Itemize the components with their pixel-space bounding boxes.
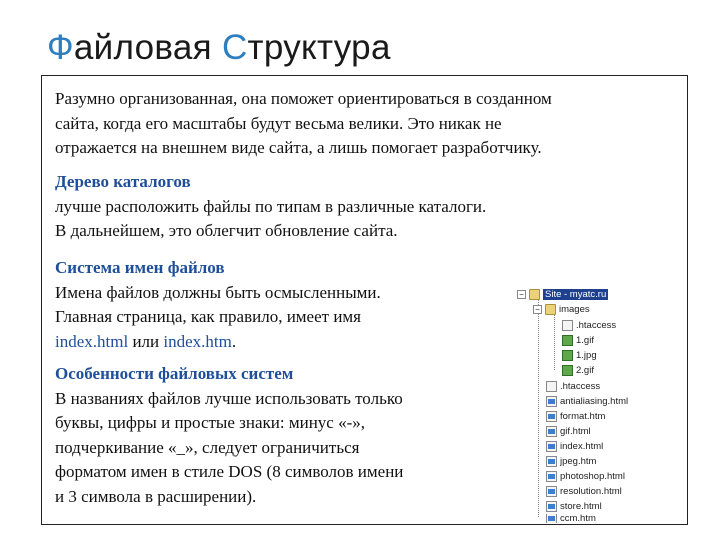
page-title [47, 28, 391, 68]
tree-file[interactable] [546, 484, 622, 498]
tree-file[interactable] [562, 348, 597, 362]
tree-root-label: Site - myatc.ru [545, 288, 607, 300]
tree-folder-images[interactable] [533, 302, 590, 316]
fs-line: В названиях файлов лучше использовать только [55, 388, 403, 408]
file-label: index.html [560, 440, 604, 452]
file-label: 2.gif [576, 364, 594, 376]
tree-file[interactable] [546, 409, 605, 423]
intro-line: Разумно организованная, она поможет ориентироваться в созданном [55, 89, 552, 108]
tree-folder-label: images [559, 303, 590, 315]
html-file-icon [546, 411, 557, 422]
names-section [55, 256, 381, 354]
intro-line: сайта, когда его масштабы будут весьма велики. Это никак не [55, 113, 502, 133]
intro-line: отражается на внешнем виде сайта, а лишь помогает разработчику. [55, 138, 542, 157]
fs-line: форматом имен в стиле DOS (8 символов имени [55, 462, 404, 481]
index-htm-link[interactable]: index.htm [163, 331, 232, 351]
file-label: store.html [560, 500, 602, 512]
title-rest-2: труктура [247, 28, 391, 67]
names-line: Имена файлов должны быть осмысленными. [55, 282, 381, 302]
tree-file[interactable] [562, 333, 594, 347]
title-cap-1: Ф [47, 28, 74, 67]
fs-line: буквы, цифры и простые знаки: минус «-», [55, 413, 366, 432]
file-label: photoshop.html [560, 470, 625, 482]
file-label: .htaccess [560, 380, 601, 392]
names-line [55, 330, 381, 355]
tree-line: В дальнейшем, это облегчит обновление сайта. [55, 221, 398, 240]
fs-section [55, 362, 403, 509]
tree-connector [554, 312, 555, 370]
image-file-icon [562, 350, 573, 361]
html-file-icon [546, 426, 557, 437]
intro-paragraph [55, 87, 552, 161]
title-cap-2: С [221, 28, 248, 67]
tree-section [55, 170, 486, 244]
html-file-icon [546, 396, 557, 407]
file-label: 1.gif [576, 334, 594, 346]
file-label: 1.jpg [576, 349, 597, 361]
tree-file[interactable] [546, 499, 602, 513]
file-label: resolution.html [560, 485, 622, 497]
tree-file[interactable] [562, 318, 616, 332]
file-label: format.htm [560, 410, 606, 422]
image-file-icon [562, 365, 573, 376]
tree-file[interactable] [546, 454, 596, 468]
html-file-icon [546, 456, 557, 467]
index-html-link[interactable]: index.html [55, 331, 129, 351]
html-file-icon [546, 471, 557, 482]
file-label: jpeg.htm [560, 455, 597, 467]
html-file-icon [546, 514, 557, 523]
tree-file[interactable] [546, 379, 600, 393]
html-file-icon [546, 441, 557, 452]
names-period: . [231, 331, 237, 351]
tree-line: лучше расположить файлы по типам в различные каталоги. [55, 196, 487, 216]
image-file-icon [562, 335, 573, 346]
file-icon [546, 381, 557, 392]
tree-root[interactable] [517, 287, 608, 301]
names-or: или [128, 331, 164, 351]
collapse-icon[interactable]: − [533, 305, 542, 314]
html-file-icon [546, 501, 557, 512]
file-label: .htaccess [576, 319, 617, 331]
tree-heading: Дерево каталогов [55, 172, 191, 191]
tree-file[interactable] [546, 424, 591, 438]
html-file-icon [546, 486, 557, 497]
file-label: gif.html [560, 425, 591, 437]
names-line: Главная страница, как правило, имеет имя [55, 307, 361, 326]
tree-connector [538, 297, 539, 517]
names-heading: Система имен файлов [55, 258, 225, 277]
title-rest-1: айловая [73, 28, 222, 67]
folder-icon [545, 304, 556, 315]
tree-file[interactable] [562, 363, 594, 377]
tree-file[interactable] [546, 394, 628, 408]
tree-file[interactable] [546, 439, 603, 453]
fs-heading: Особенности файловых систем [55, 364, 294, 383]
tree-file[interactable] [546, 514, 596, 523]
file-tree-panel [517, 285, 687, 523]
file-label: antialiasing.html [560, 395, 629, 407]
file-label: ccm.htm [560, 514, 596, 523]
collapse-icon[interactable]: − [517, 290, 526, 299]
fs-line: и 3 символа в расширении). [55, 486, 257, 506]
fs-line: подчеркивание «_», следует ограничиться [55, 437, 360, 457]
folder-icon [529, 289, 540, 300]
file-icon [562, 320, 573, 331]
tree-file[interactable] [546, 469, 625, 483]
